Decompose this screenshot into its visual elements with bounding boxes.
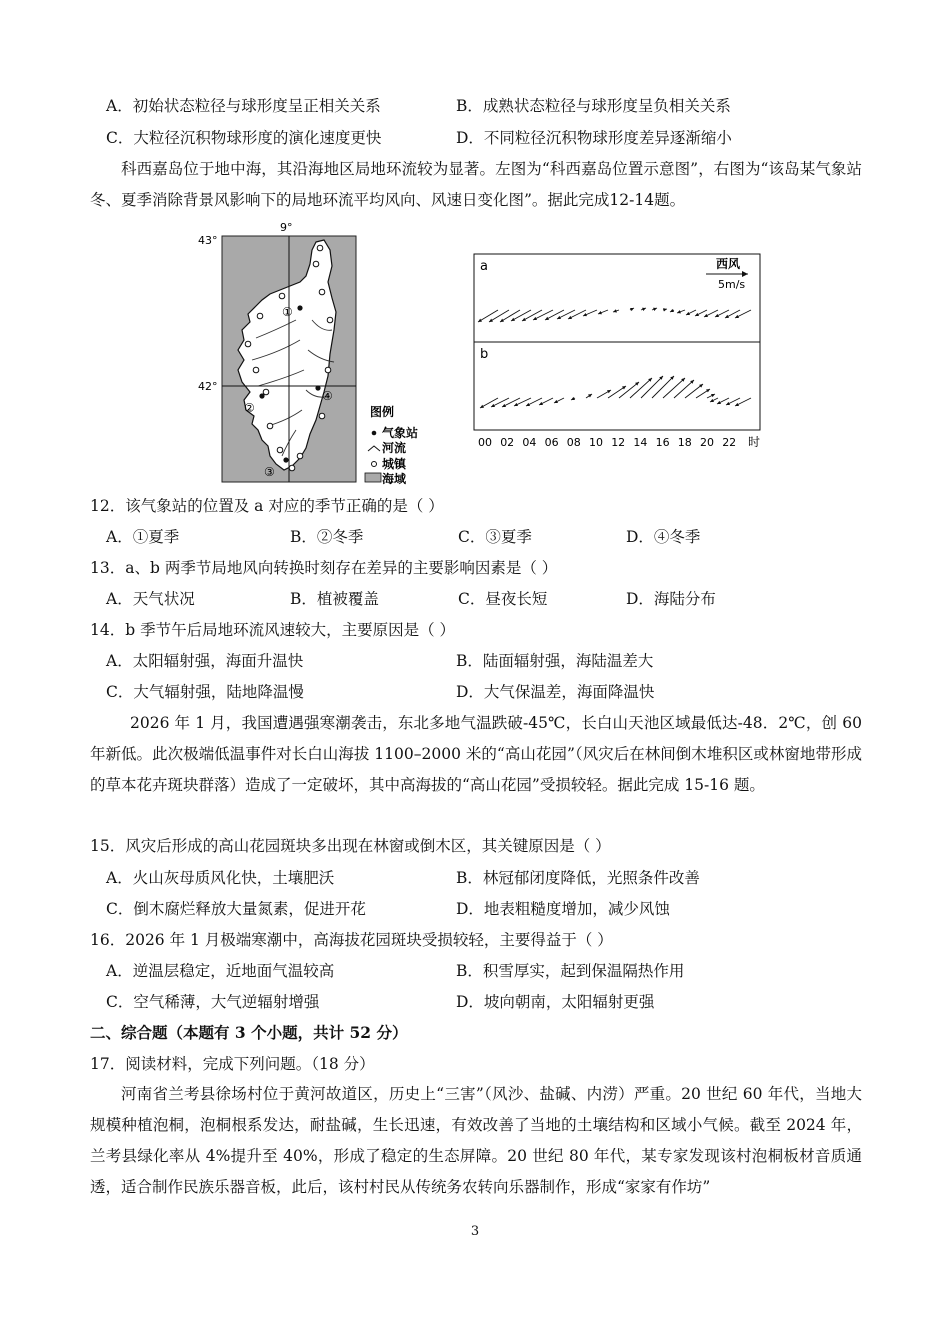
scale-title: 西风 [716,257,741,271]
x-tick-label: 06 [544,436,559,449]
x-tick-label: 14 [633,436,648,449]
lon-label: 9° [280,221,293,234]
q14-option-d: D．大气保温差，海面降温快 [456,683,655,701]
q17-material: 河南省兰考县徐场村位于黄河故道区，历史上“三害”（风沙、盐碱、内涝）严重。20 世纪 60 年代，当地大规模种植泡桐，泡桐根系发达，耐盐碱，生长迅速，有效改善了当地的土壤结构和区域小气候。截至 2024 年，兰考县绿化率从 4%提升至 40%，形成了稳定的生态屏障。20 世纪 80 年代，某专家发现该村泡桐板材音质通透，适合制作民族乐器音板，此后，该村村民从传统务农转向乐器制作，形成“家家有作坊” [90,1085,862,1196]
legend-sea-symbol [365,473,381,482]
q16-option-d: D．坡向朝南，太阳辐射更强 [456,993,655,1011]
q14-stem: 14．b 季节午后局地环流风速较大，主要原因是（ ） [90,621,456,639]
q16-stem: 16．2026 年 1 月极端寒潮中，高海拔花园斑块受损较轻，主要得益于（ ） [90,931,613,949]
station-label-2: ② [244,401,255,415]
q17-stem: 17．阅读材料，完成下列问题。（18 分） [90,1055,375,1073]
x-tick-label: 00 [478,436,492,449]
q12-option-a: A．①夏季 [106,528,180,546]
panel-b-label: b [480,347,489,362]
q16-option-b: B．积雪厚实，起到保温隔热作用 [456,962,685,980]
legend-sea: 海域 [382,472,407,486]
x-tick-label: 12 [611,436,626,449]
x-tick-label: 04 [522,436,537,449]
intro-15-16: 2026 年 1 月，我国遭遇强寒潮袭击，东北多地气温跌破-45℃，长白山天池区域最低达-48．2℃，创 60 年新低。此次极端低温事件对长白山海拔 1100–2000 米的“高山花园”（风灾后在林间倒木堆积区或林窗地带形成的草本花卉斑块群落）造成了一定破坏，其中高海拔的“高山花园”受损较轻。据此完成 15-16 题。 [90,714,862,794]
station-label-4: ④ [322,389,333,403]
q16-option-c: C．空气稀薄，大气逆辐射增强 [106,993,320,1011]
q15-option-d: D．地表粗糙度增加，减少风蚀 [456,900,670,918]
corsica-map [196,220,456,488]
q16-option-a: A．逆温层稳定，近地面气温较高 [106,962,335,980]
x-tick-label: 22 [722,436,737,449]
scale-value: 5m/s [718,278,746,291]
q11-option-d: D．不同粒径沉积物球形度差异逐渐缩小 [456,129,732,147]
legend-station-symbol [372,431,377,436]
x-tick-label: 08 [566,436,581,449]
q12-stem: 12．该气象站的位置及 a 对应的季节正确的是（ ） [90,497,444,515]
page-number: 3 [470,1224,480,1239]
legend-river: 河流 [382,441,407,455]
station-label-1: ① [282,305,293,319]
q15-option-b: B．林冠郁闭度降低，光照条件改善 [456,869,700,887]
q15-option-c: C．倒木腐烂释放大量氮素，促进开花 [106,900,366,918]
q13-option-d: D．海陆分布 [626,590,716,608]
legend-town-symbol [372,462,377,467]
q12-option-d: D．④冬季 [626,528,701,546]
q13-stem: 13．a、b 两季节局地风向转换时刻存在差异的主要影响因素是（ ） [90,559,558,577]
x-tick-label: 10 [589,436,603,449]
legend-town: 城镇 [382,457,407,471]
x-tick-label: 02 [500,436,515,449]
q13-option-c: C．昼夜长短 [458,590,548,608]
q11-option-c: C．大粒径沉积物球形度的演化速度更快 [106,129,382,147]
q15-option-a: A．火山灰母质风化快，土壤肥沃 [106,869,335,887]
x-tick-label: 16 [655,436,670,449]
legend-river-symbol [368,446,380,451]
x-tick-label: 20 [700,436,714,449]
x-unit: 时 [748,435,761,449]
q14-option-a: A．太阳辐射强，海面升温快 [106,652,304,670]
panel-a-label: a [480,259,488,274]
q14-option-b: B．陆面辐射强，海陆温差大 [456,652,654,670]
legend-station: 气象站 [382,426,419,440]
wind-chart [470,248,770,454]
q13-option-a: A．天气状况 [106,590,195,608]
station-label-3: ③ [264,465,275,479]
lat-mid-label: 42° [198,380,218,393]
q15-stem: 15．风灾后形成的高山花园斑块多出现在林窗或倒木区，其关键原因是（ ） [90,837,611,855]
x-tick-label: 18 [677,436,692,449]
q14-option-c: C．大气辐射强，陆地降温慢 [106,683,304,701]
q13-option-b: B．植被覆盖 [290,590,379,608]
q12-option-b: B．②冬季 [290,528,364,546]
x-axis-ticks [478,436,736,449]
q11-option-b: B．成熟状态粒径与球形度呈负相关关系 [456,97,731,115]
legend-title: 图例 [370,405,395,419]
q11-option-a: A．初始状态粒径与球形度呈正相关关系 [106,97,381,115]
intro-12-14: 科西嘉岛位于地中海，其沿海地区局地环流较为显著。左图为“科西嘉岛位置示意图”，右图为“该岛某气象站冬、夏季消除背景风影响下的局地环流平均风向、风速日变化图”。据此完成12-14题。 [90,160,862,209]
section-2-heading: 二、综合题（本题有 3 个小题，共计 52 分） [90,1023,408,1042]
lat-top-label: 43° [198,234,218,247]
q12-option-c: C．③夏季 [458,528,532,546]
